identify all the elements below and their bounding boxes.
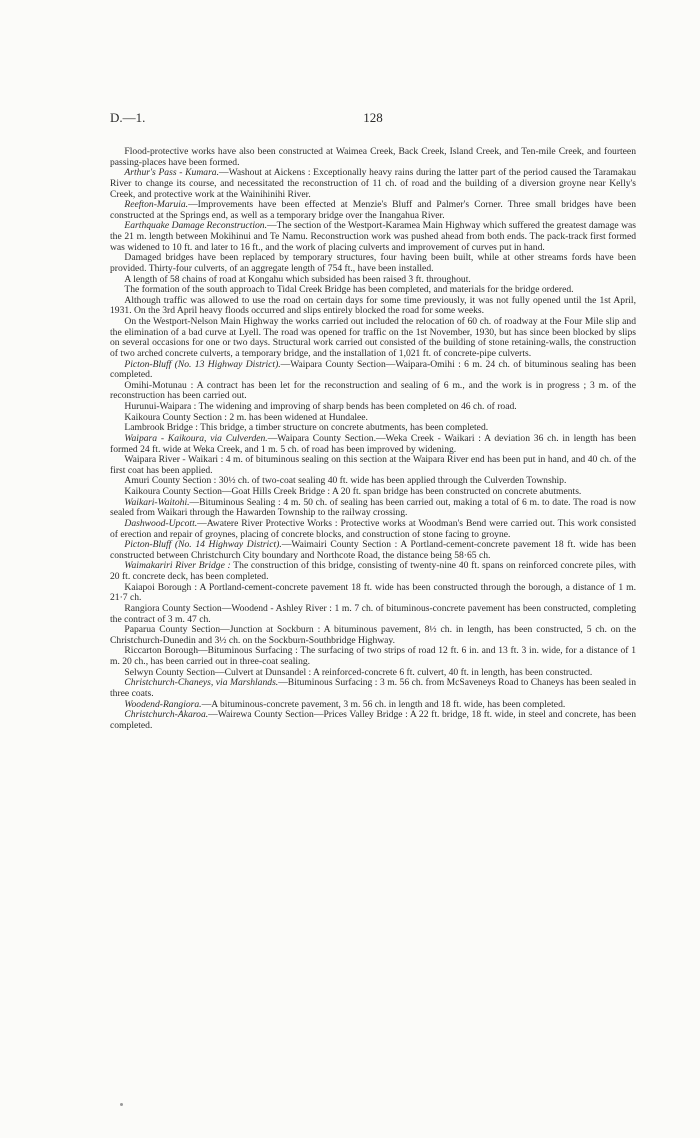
paragraph [110,519,636,540]
paragraph [110,296,636,317]
paragraph-text: Amuri County Section : 30½ ch. of two-coat sealing 40 ft. wide has been applied through the Culverden Township. [124,475,567,487]
page-number: 128 [363,110,383,125]
paragraph-text: Waipara River - Waikari : 4 m. of bituminous sealing on this section at the Waipara River end has been put in hand, and 40 ch. of the first coat has been applied. [110,454,636,476]
paragraph-text: The formation of the south approach to Tidal Creek Bridge has been completed, and materials for the bridge ordered. [124,284,574,296]
paragraph-heading: Picton-Bluff (No. 14 Highway District). [124,539,282,551]
paragraph-text: —Waipara County Section.—Weka Creek - Waikari : A deviation 36 ch. in length has been formed 24 ft. wide at Weka Creek, and 1 m. 5 ch. of road has been improved by widening. [110,432,636,455]
paragraph-heading: Earthquake Damage Reconstruction. [124,220,267,232]
paragraph-text: A length of 58 chains of road at Kongahu which subsided has been raised 3 ft. throughout. [124,273,471,285]
paragraph-heading: Christchurch-Chaneys, via Marshlands. [124,677,279,689]
paragraph-heading: Arthur's Pass - Kumara. [124,167,219,179]
paragraph [110,604,636,625]
paragraph [110,498,636,519]
paragraph-text: Kaikoura County Section : 2 m. has been widened at Hundalee. [124,411,368,423]
body-text [110,147,636,731]
paragraph-text: Kaikoura County Section—Goat Hills Creek Bridge : A 20 ft. span bridge has been constructed on concrete abutments. [124,486,582,497]
paragraph-text: —Washout at Aickens : Exceptionally heavy rains during the latter part of the period caused the Taramakau River to change its course, and necessitated the reconstruction of 11 ch. of road and the building of a diversion groyne near Kelly's Creek, and protective work at the Wainihinihi River. [110,167,636,200]
paragraph-text: Hurunui-Waipara : The widening and improving of sharp bends has been completed on 46 ch. of road. [124,401,517,412]
page-header [110,110,636,130]
paragraph-text: —Wairewa County Section—Prices Valley Bridge : A 22 ft. bridge, 18 ft. wide, in steel and concrete, has been completed. [110,709,636,731]
paragraph-heading: Woodend-Rangiora. [124,698,202,710]
paragraph-text: Flood-protective works have also been constructed at Waimea Creek, Back Creek, Island Creek, and Ten-mile Creek, and fourteen passing-places have been formed. [110,146,636,168]
paragraph-heading: Picton-Bluff (No. 13 Highway District). [124,358,281,370]
paragraph-heading: Reefton-Maruia. [124,199,189,211]
paragraph-text: Riccarton Borough—Bituminous Surfacing : The surfacing of two strips of road 12 ft. 6 in. and 13 ft. 3 in. wide, for a distance of 1 m. 20 ch., has been carried out in three-coat sealing. [110,645,636,667]
paragraph-text: Kaiapoi Borough : A Portland-cement-concrete pavement 18 ft. wide has been constructed through the borough, a distance of 1 m. 21·7 ch. [110,581,636,604]
paragraph [110,561,636,582]
paragraph [110,253,636,274]
paragraph-heading: Waikari-Waitohi. [124,496,190,508]
stray-mark [120,1103,123,1106]
paragraph [110,168,636,200]
paragraph-text: —Awatere River Protective Works : Protective works at Woodman's Bend were carried out. This work consisted of erection and repair of groynes, placing of concrete blocks, and construction of stone facing to groyne. [110,517,636,540]
paragraph-text: —Improvements have been effected at Menzie's Bluff and Palmer's Corner. Three small bridges have been constructed at the Springs end, as well as a temporary bridge over the Inangahua River. [110,199,636,221]
paragraph [110,200,636,221]
paragraph [110,646,636,667]
paragraph [110,434,636,455]
paragraph-text: Selwyn County Section—Culvert at Dunsandel : A reinforced-concrete 6 ft. culvert, 40 ft. in length, has been constructed. [124,666,593,678]
paragraph [110,540,636,561]
paragraph-text: —The section of the Westport-Karamea Main Highway which suffered the greatest damage was the 21 m. length between Mokihinui and Te Namu. Reconstruction work was pushed ahead from both ends. The pack-track first formed was widened to 10 ft. and later to 16 ft., and the work of placing culverts and improvement of curves put in hand. [110,220,636,253]
paragraph-text: Paparua County Section—Junction at Sockburn : A bituminous pavement, 8½ ch. in length, has been constructed, 5 ch. on the Christchurch-Dunedin and 3½ ch. on the Sockburn-Southbridge Highway. [110,624,636,646]
paragraph [110,583,636,604]
paragraph-heading: Waipara - Kaikoura, via Culverden. [124,432,268,444]
paragraph [110,360,636,381]
paragraph-text: —Bituminous Sealing : 4 m. 50 ch. of sealing has been carried out, making a total of 6 m. to date. The road is now sealed from Waikari through the Hawarden Township to the railway crossing. [110,496,636,519]
paragraph-text: —Bituminous Surfacing : 3 m. 56 ch. from McSaveneys Road to Chaneys has been sealed in three coats. [110,677,636,699]
paragraph [110,317,636,360]
paragraph [110,710,636,731]
paragraph-text: Lambrook Bridge : This bridge, a timber structure on concrete abutments, has been completed. [124,422,489,434]
paragraph [110,455,636,476]
paragraph [110,381,636,402]
paragraph-text: Omihi-Motunau : A contract has been let for the reconstruction and sealing of 6 m., and the work is in progress ; 3 m. of the reconstruction has been carried out. [110,379,636,402]
paragraph-text: Rangiora County Section—Woodend - Ashley River : 1 m. 7 ch. of bituminous-concrete pavement has been constructed, completing the contract of 3 m. 47 ch. [110,602,636,625]
paragraph-text: Although traffic was allowed to use the road on certain days for some time previously, it was not fully opened until the 1st April, 1931. On the 3rd April heavy floods occurred and slips entirely blocked the road for some weeks. [110,294,636,317]
paragraph-heading: Christchurch-Akaroa. [124,709,209,721]
paragraph-heading: Waimakariri River Bridge : [124,560,231,572]
paragraph-text: Damaged bridges have been replaced by temporary structures, four having been built, while at other streams fords have been provided. Thirty-four culverts, of an aggregate length of 754 ft., have been installed. [110,252,636,274]
paragraph-text: The construction of this bridge, consisting of twenty-nine 40 ft. spans on reinforced concrete piles, with 20 ft. concrete deck, has been completed. [110,560,636,582]
paragraph-text: —A bituminous-concrete pavement, 3 m. 56 ch. in length and 18 ft. wide, has been completed. [201,698,566,710]
document-reference: D.—1. [110,110,146,125]
paragraph [110,147,636,168]
paragraph-text: On the Westport-Nelson Main Highway the works carried out included the relocation of 60 ch. of roadway at the Four Mile slip and the elimination of a bad curve at Lyell. The road was opened for traffic on the 1st November, 1930, but has since been blocked by slips on several occasions for one or two days. Structural work carried out consisted of the building of stone retaining-walls, the construction of two arched concrete culverts, a temporary bridge, and the installation of 1,021 ft. of concrete-pipe culverts. [110,316,636,359]
paragraph-heading: Dashwood-Upcott. [124,517,198,529]
paragraph [110,625,636,646]
paragraph [110,221,636,253]
paragraph [110,678,636,699]
paragraph-text: —Waipara County Section—Waipara-Omihi : 6 m. 24 ch. of bituminous sealing has been completed. [110,358,636,381]
paragraph-text: —Waimairi County Section : A Portland-cement-concrete pavement 18 ft. wide has been constructed between Christchurch City boundary and Northcote Road, the distance being 58·65 ch. [110,539,636,561]
